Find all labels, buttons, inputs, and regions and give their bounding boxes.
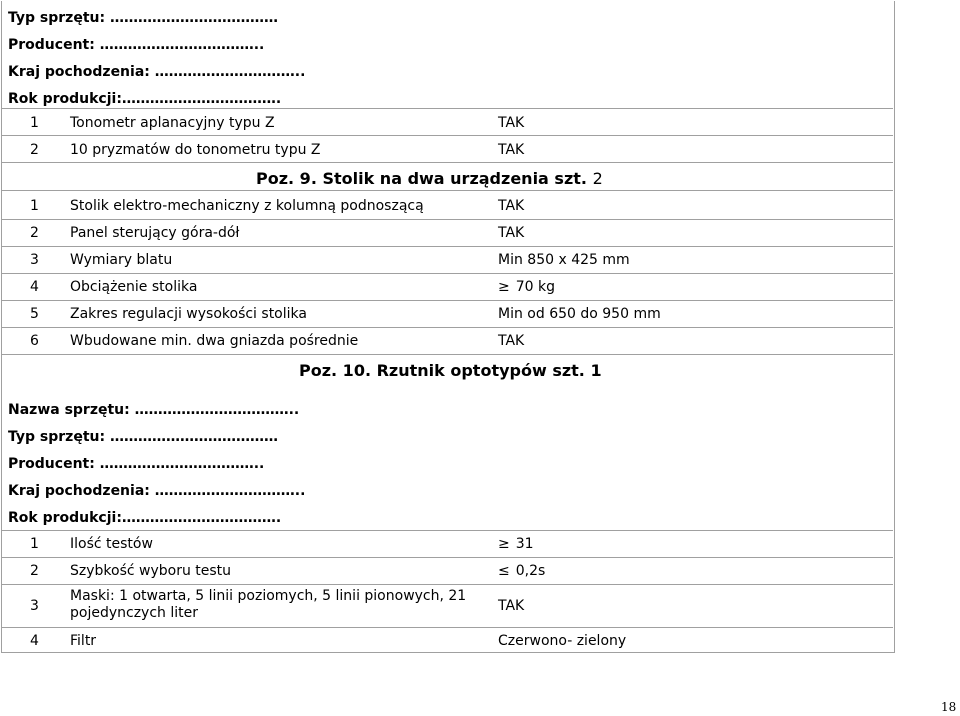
- row-value: 0,2s: [515, 563, 546, 579]
- row-number: 1: [30, 198, 39, 214]
- row-divider: [1, 135, 893, 136]
- row-value: Czerwono- zielony: [498, 633, 627, 649]
- row-value: TAK: [498, 142, 525, 158]
- country-dots: …………………………..: [154, 64, 306, 80]
- greater-or-equal-icon: ≥: [498, 279, 510, 295]
- less-or-equal-icon: ≤: [498, 563, 510, 579]
- producer-label: Producent:: [8, 456, 100, 472]
- section-qty-number: 2: [592, 169, 603, 188]
- row-value: TAK: [498, 333, 525, 349]
- row-description: Szybkość wyboru testu: [70, 563, 232, 579]
- row-description: Filtr: [70, 633, 97, 649]
- equipment-type-dots: ………………………………: [109, 10, 278, 26]
- row-divider: [1, 162, 893, 163]
- production-year-line: [8, 510, 281, 526]
- row-value-with-symbol: [498, 536, 534, 552]
- row-divider: [1, 327, 893, 328]
- row-description: Stolik elektro-mechaniczny z kolumną podnoszącą: [70, 198, 424, 214]
- row-value: TAK: [498, 198, 525, 214]
- row-divider: [1, 530, 893, 531]
- row-number: 2: [30, 142, 39, 158]
- row-number: 1: [30, 115, 39, 131]
- production-year-dots: …………………………….: [121, 510, 282, 526]
- producer-line: [8, 37, 264, 53]
- equipment-type-label: Typ sprzętu:: [8, 429, 110, 445]
- row-value: 31: [515, 536, 534, 552]
- greater-or-equal-icon: ≥: [498, 536, 510, 552]
- producer-label: Producent:: [8, 37, 100, 53]
- row-value-with-symbol: [498, 279, 555, 295]
- row-description: Wymiary blatu: [70, 252, 173, 268]
- country-line: [8, 483, 305, 499]
- row-description: Ilość testów: [70, 536, 153, 552]
- equipment-type-line: [8, 429, 278, 445]
- row-divider: [1, 219, 893, 220]
- country-dots: …………………………..: [154, 483, 306, 499]
- section-title: Poz. 9. Stolik na dwa urządzenia: [256, 169, 549, 188]
- row-divider: [1, 300, 893, 301]
- page-number: 18: [941, 700, 957, 714]
- producer-dots: ……………………………..: [99, 37, 265, 53]
- production-year-dots: …………………………….: [121, 91, 282, 107]
- section-qty-label: szt.: [554, 169, 587, 188]
- row-value: TAK: [498, 598, 525, 614]
- row-value-with-symbol: [498, 563, 545, 579]
- row-number: 6: [30, 333, 39, 349]
- equipment-type-line: [8, 10, 278, 26]
- row-divider: [1, 246, 893, 247]
- row-description: Tonometr aplanacyjny typu Z: [70, 115, 275, 131]
- row-number: 4: [30, 633, 39, 649]
- section-heading: [256, 169, 603, 188]
- country-line: [8, 64, 305, 80]
- row-divider: [1, 354, 893, 355]
- row-description: Zakres regulacji wysokości stolika: [70, 306, 307, 322]
- row-number: 4: [30, 279, 39, 295]
- row-description: 10 pryzmatów do tonometru typu Z: [70, 142, 321, 158]
- row-divider: [1, 273, 893, 274]
- row-number: 2: [30, 225, 39, 241]
- row-number: 3: [30, 598, 39, 614]
- row-value: TAK: [498, 225, 525, 241]
- equipment-name-line: [8, 402, 299, 418]
- production-year-line: [8, 91, 281, 107]
- row-description: Obciążenie stolika: [70, 279, 198, 295]
- row-divider: [1, 584, 893, 585]
- country-label: Kraj pochodzenia:: [8, 483, 155, 499]
- row-value: Min 850 x 425 mm: [498, 252, 630, 268]
- row-number: 5: [30, 306, 39, 322]
- equipment-type-label: Typ sprzętu:: [8, 10, 110, 26]
- row-description: Maski: 1 otwarta, 5 linii poziomych, 5 linii pionowych, 21 pojedynczych liter: [70, 588, 467, 621]
- row-divider: [1, 108, 893, 109]
- row-description: Panel sterujący góra-dół: [70, 225, 240, 241]
- row-value: TAK: [498, 115, 525, 131]
- production-year-label: Rok produkcji:: [8, 91, 122, 107]
- row-value: 70 kg: [515, 279, 555, 295]
- equipment-name-label: Nazwa sprzętu:: [8, 402, 135, 418]
- production-year-label: Rok produkcji:: [8, 510, 122, 526]
- country-label: Kraj pochodzenia:: [8, 64, 155, 80]
- producer-line: [8, 456, 264, 472]
- producer-dots: ……………………………..: [99, 456, 265, 472]
- equipment-name-dots: ……………………………..: [134, 402, 300, 418]
- row-value: Min od 650 do 950 mm: [498, 306, 661, 322]
- row-description: Wbudowane min. dwa gniazda pośrednie: [70, 333, 359, 349]
- row-number: 2: [30, 563, 39, 579]
- row-number: 1: [30, 536, 39, 552]
- row-divider: [1, 627, 893, 628]
- row-divider: [1, 557, 893, 558]
- section-heading: Poz. 10. Rzutnik optotypów szt. 1: [299, 361, 602, 380]
- row-divider: [1, 190, 893, 191]
- equipment-type-dots: ………………………………: [109, 429, 278, 445]
- row-number: 3: [30, 252, 39, 268]
